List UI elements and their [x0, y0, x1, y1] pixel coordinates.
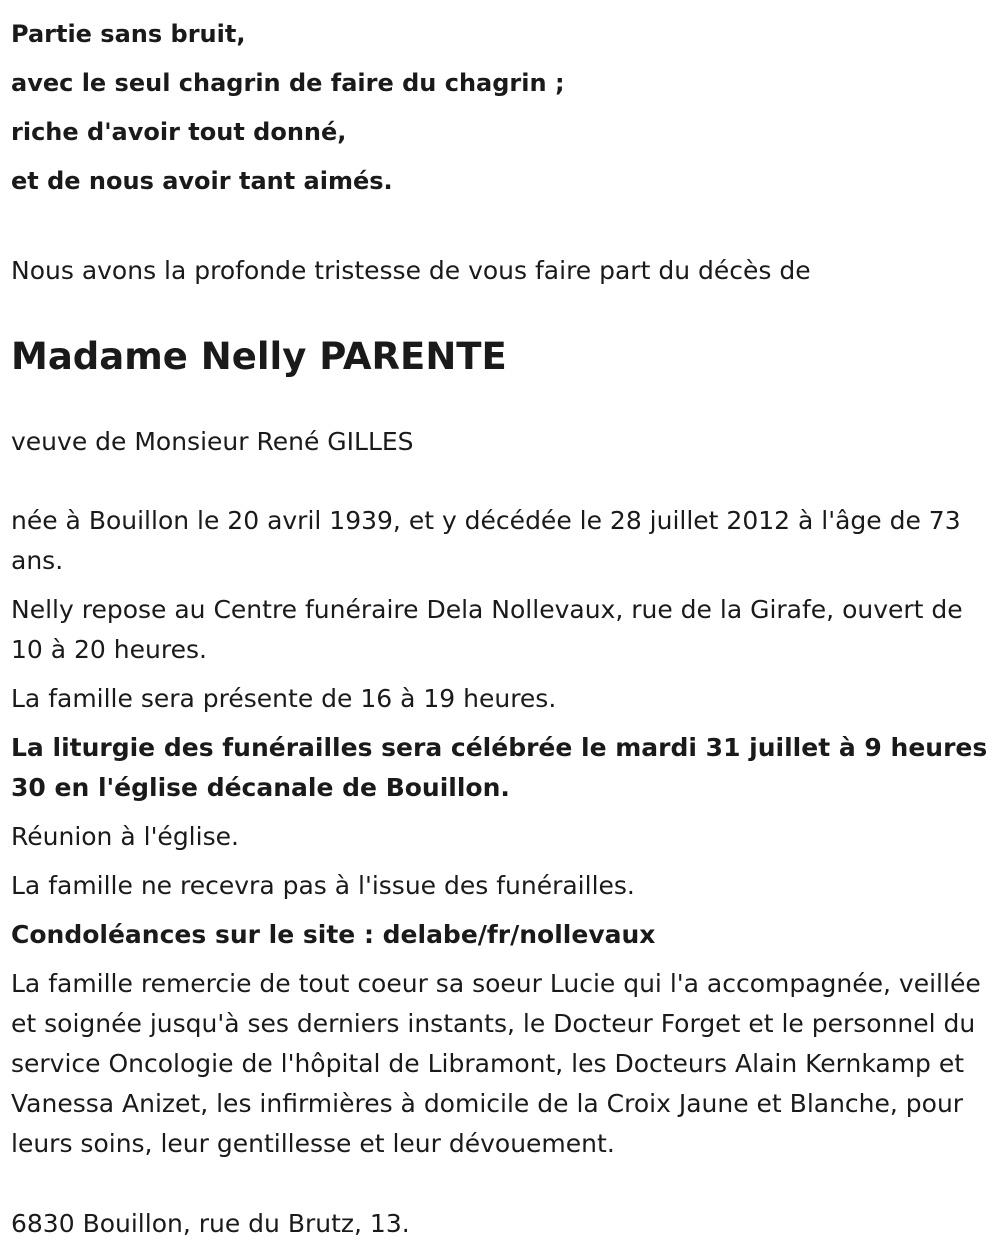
meeting-info: Réunion à l'église. — [11, 822, 239, 851]
liturgy-info: La liturgie des funérailles sera célébrée le mardi 31 juillet à 9 heures 30 en l'église décanale de Bouillon. — [11, 733, 988, 802]
rest-place: Nelly repose au Centre funéraire Dela Nollevaux, rue de la Girafe, ouvert de 10 à 20 heures. — [11, 595, 963, 664]
family-presence: La famille sera présente de 16 à 19 heures. — [11, 684, 557, 713]
obituary-document — [11, 0, 991, 1244]
poem-line: Partie sans bruit, — [11, 20, 246, 48]
widow-of: veuve de Monsieur René GILLES — [11, 427, 414, 456]
thanks-text: La famille remercie de tout coeur sa soeur Lucie qui l'a accompagnée, veillée et soignée jusqu'à ses derniers instants, le Docteur Forget et le personnel du service Oncologie de l'hôpital de Libramont, les Docteurs Alain Kernkamp et Vanessa Anizet, les infirmières à domicile de la Croix Jaune et Blanche, pour leurs soins, leur gentillesse et leur dévouement. — [11, 969, 981, 1158]
birth-death-info: née à Bouillon le 20 avril 1939, et y décédée le 28 juillet 2012 à l'âge de 73 ans. — [11, 506, 961, 575]
poem-line: riche d'avoir tout donné, — [11, 118, 347, 146]
condolences-link: Condoléances sur le site : delabe/fr/nollevaux — [11, 920, 656, 949]
poem-line: avec le seul chagrin de faire du chagrin ; — [11, 69, 565, 97]
deceased-name: Madame Nelly PARENTE — [11, 335, 507, 378]
poem — [11, 0, 991, 206]
no-reception-info: La famille ne recevra pas à l'issue des funérailles. — [11, 871, 635, 900]
address: 6830 Bouillon, rue du Brutz, 13. — [11, 1209, 410, 1238]
intro-text: Nous avons la profonde tristesse de vous faire part du décès de — [11, 256, 811, 285]
poem-line: et de nous avoir tant aimés. — [11, 167, 393, 195]
